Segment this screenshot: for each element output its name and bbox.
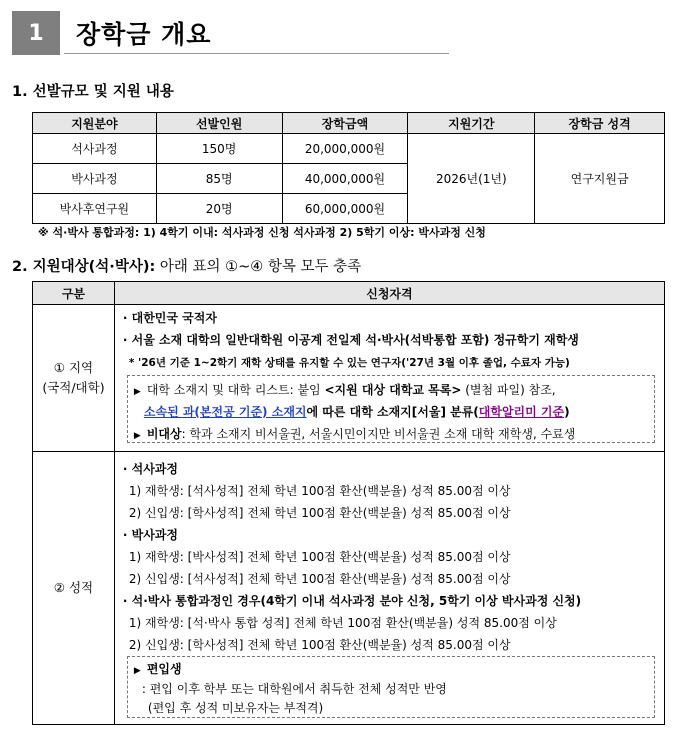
grades-content: [114, 452, 664, 725]
table-header-row: [33, 282, 665, 305]
label-region: [33, 305, 115, 452]
table-header-row: [33, 113, 665, 134]
header-qualification: 신청자격: [114, 282, 664, 305]
table-row-grades: [33, 452, 665, 725]
cell-field: 박사후연구원: [33, 194, 157, 224]
header-nature: 장학금 성격: [535, 113, 665, 134]
university-list-ref: <지원 대상 대학교 목록>: [324, 383, 462, 397]
transfer-info-box: [127, 656, 655, 718]
region-info-box: [127, 375, 655, 443]
header-count: 선발인원: [156, 113, 282, 134]
cell-field: 박사과정: [33, 164, 157, 194]
cell-amount: 20,000,000원: [282, 134, 408, 164]
heading-eligibility-bold: 2. 지원대상(석·박사):: [12, 259, 156, 275]
support-table: [32, 112, 665, 224]
nationality-line: · 대한민국 국적자: [122, 311, 217, 325]
integrated-new: 2) 신입생: [학사성적] 전체 학년 100점 환산(백분율) 성적 85.00점 이상: [128, 638, 511, 652]
integrated-heading: · 석·박사 통합과정인 경우(4학기 이내 석사과정 분야 신청, 5학기 이상 박사과정 신청): [122, 594, 582, 608]
ineligible-label: 비대상: [146, 427, 182, 441]
cell-amount: 60,000,000원: [282, 194, 408, 224]
department-location-text: 소속된 과(본전공 기준) 소재지: [143, 405, 307, 419]
cell-period: 2026년(1년): [408, 134, 535, 224]
label-region-main: ① 지역: [53, 360, 94, 375]
section-title: 장학금 개요: [76, 20, 212, 49]
enrollment-line: · 서울 소재 대학의 일반대학원 이공계 전일제 석·박사(석박통합 포함) 정규학기 재학생: [122, 333, 579, 347]
masters-new: 2) 신입생: [학사성적] 전체 학년 100점 환산(백분율) 성적 85.00점 이상: [128, 506, 511, 520]
integrated-current: 1) 재학생: [석·박사 통합 성적] 전체 학년 100점 환산(백분율) 성적 85.00점 이상: [128, 616, 557, 630]
masters-heading: · 석사과정: [122, 462, 178, 476]
region-info-line1: ▶ 대학 소재지 및 대학 리스트: 붙임 <지원 대상 대학교 목록> (별첨 파일) 참조,: [133, 383, 556, 397]
header-period: 지원기간: [408, 113, 535, 134]
label-grades: ② 성적: [33, 452, 115, 725]
region-info-line3: ▶ 비대상: 학과 소재지 비서울권, 서울시민이지만 비서울권 소재 대학 재학생, 수료생: [133, 427, 576, 441]
eligibility-table: [32, 281, 665, 725]
cell-field: 석사과정: [33, 134, 157, 164]
cell-nature: 연구지원금: [535, 134, 665, 224]
cell-count: 150명: [156, 134, 282, 164]
section-header: [12, 11, 442, 55]
header-amount: 장학금액: [282, 113, 408, 134]
header-field: 지원분야: [33, 113, 157, 134]
table-row: [33, 134, 665, 164]
cell-count: 85명: [156, 164, 282, 194]
doctoral-heading: · 박사과정: [122, 528, 178, 542]
transfer-detail: : 편입 이후 학부 또는 대학원에서 취득한 전체 성적만 반영: [141, 682, 447, 696]
region-content: [114, 305, 664, 452]
cell-amount: 40,000,000원: [282, 164, 408, 194]
doctoral-new: 2) 신입생: [석사성적] 전체 학년 100점 환산(백분율) 성적 85.00점 이상: [128, 572, 511, 586]
university-alimi-link[interactable]: 대학알리미 기준: [478, 405, 565, 419]
cell-count: 20명: [156, 194, 282, 224]
label-region-sub: (국적/대학): [42, 380, 105, 395]
masters-current: 1) 재학생: [석사성적] 전체 학년 100점 환산(백분율) 성적 85.00점 이상: [128, 484, 511, 498]
header-category: 구분: [33, 282, 115, 305]
doctoral-current: 1) 재학생: [박사성적] 전체 학년 100점 환산(백분율) 성적 85.00점 이상: [128, 550, 511, 564]
transfer-heading: ▶ 편입생: [133, 662, 182, 676]
table-row-region: [33, 305, 665, 452]
heading-eligibility: [12, 255, 361, 276]
triangle-bullet-icon: ▶: [133, 431, 141, 441]
region-info-line2: 소속된 과(본전공 기준) 소재지에 따른 대학 소재지[서울] 분류(대학알리미 기준): [143, 405, 570, 419]
triangle-bullet-icon: ▶: [133, 666, 141, 676]
section-number: 1: [12, 11, 60, 55]
title-underline: [64, 53, 449, 54]
enrollment-note: * '26년 기준 1~2학기 재학 상태를 유지할 수 있는 연구자('27년 3월 이후 졸업, 수료자 가능): [128, 357, 570, 369]
transfer-note: (편입 후 성적 미보유자는 부적격): [147, 701, 324, 715]
triangle-bullet-icon: ▶: [133, 387, 141, 397]
integrated-course-note: ※ 석·박사 통합과정: 1) 4학기 이내: 석사과정 신청 석사과정 2) 5학기 이상: 박사과정 신청: [38, 226, 486, 239]
heading-selection: 1. 선발규모 및 지원 내용: [12, 84, 174, 100]
heading-eligibility-normal: 아래 표의 ①~④ 항목 모두 충족: [155, 259, 362, 275]
